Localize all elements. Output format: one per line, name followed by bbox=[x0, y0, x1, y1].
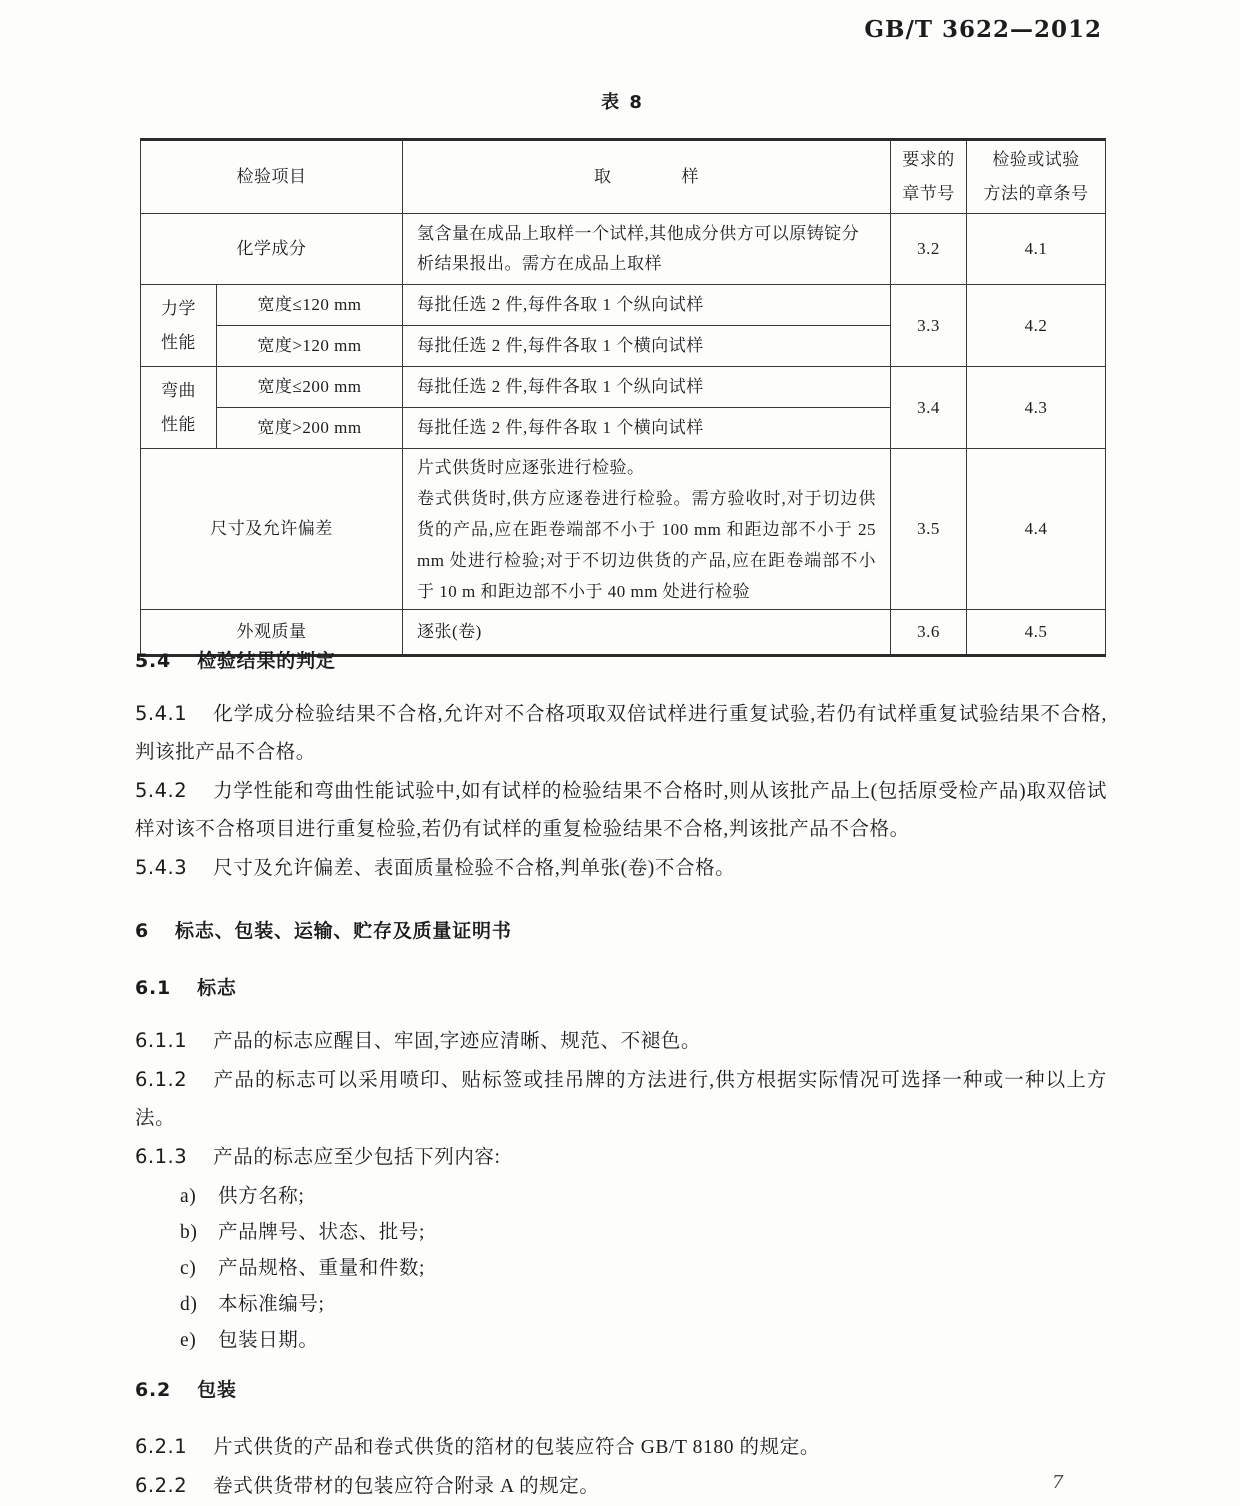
table-header-row bbox=[141, 140, 1106, 214]
cell-cond: 宽度>120 mm bbox=[217, 326, 403, 367]
document-body bbox=[135, 646, 1107, 1506]
list-item: a) 供方名称; bbox=[180, 1186, 305, 1207]
page-number: 7 bbox=[1052, 1472, 1064, 1493]
list-item: b) 产品牌号、状态、批号; bbox=[180, 1222, 426, 1243]
cell-item: 尺寸及允许偏差 bbox=[141, 449, 403, 610]
cell-req: 3.6 bbox=[891, 610, 967, 656]
cell-method: 4.1 bbox=[967, 214, 1106, 285]
cell-sampling: 逐张(卷) bbox=[403, 610, 891, 656]
cell-method: 4.4 bbox=[967, 449, 1106, 610]
list-item: e) 包装日期。 bbox=[180, 1330, 319, 1351]
clause-5-4-1: 5.4.1 化学成分检验结果不合格,允许对不合格项取双倍试样进行重复试验,若仍有试样重复试验结果不合格,判该批产品不合格。 bbox=[135, 702, 1107, 763]
cell-sampling: 片式供货时应逐张进行检验。 卷式供货时,供方应逐卷进行检验。需方验收时,对于切边供货的产品,应在距卷端部不小于 100 mm 和距边部不小于 25 mm 处进行检验;对于不切边供货的产品,应在距卷端部不小于 10 m 和距边部不小于 40 mm 处进行检验 bbox=[403, 449, 891, 610]
clause-6-1-3: 6.1.3 产品的标志应至少包括下列内容: bbox=[135, 1145, 501, 1168]
table-row bbox=[141, 214, 1106, 285]
marking-content-list bbox=[180, 1179, 1107, 1359]
cell-req: 3.5 bbox=[891, 449, 967, 610]
cell-sampling: 每批任选 2 件,每件各取 1 个横向试样 bbox=[403, 408, 891, 449]
clause-5-4-3: 5.4.3 尺寸及允许偏差、表面质量检验不合格,判单张(卷)不合格。 bbox=[135, 856, 736, 879]
cell-sampling: 氢含量在成品上取样一个试样,其他成分供方可以原铸锭分析结果报出。需方在成品上取样 bbox=[403, 214, 891, 285]
cell-method: 4.3 bbox=[967, 367, 1106, 449]
clause-6-1-2: 6.1.2 产品的标志可以采用喷印、贴标签或挂吊牌的方法进行,供方根据实际情况可选择一种或一种以上方法。 bbox=[135, 1068, 1107, 1129]
heading-6: 6 标志、包装、运输、贮存及质量证明书 bbox=[135, 920, 512, 942]
table-row bbox=[141, 449, 1106, 610]
cell-cond: 宽度>200 mm bbox=[217, 408, 403, 449]
header-req: 要求的 章节号 bbox=[891, 140, 967, 214]
cell-sampling: 每批任选 2 件,每件各取 1 个纵向试样 bbox=[403, 367, 891, 408]
inspection-table bbox=[140, 138, 1106, 657]
cell-item: 化学成分 bbox=[141, 214, 403, 285]
header-item: 检验项目 bbox=[141, 140, 403, 214]
cell-sampling: 每批任选 2 件,每件各取 1 个纵向试样 bbox=[403, 285, 891, 326]
standard-number-header: GB/T 3622—2012 bbox=[864, 16, 1102, 43]
cell-cond: 宽度≤200 mm bbox=[217, 367, 403, 408]
clause-6-2-1: 6.2.1 片式供货的产品和卷式供货的箔材的包装应符合 GB/T 8180 的规定。 bbox=[135, 1435, 820, 1458]
cell-group-bend: 弯曲 性能 bbox=[141, 367, 217, 449]
cell-cond: 宽度≤120 mm bbox=[217, 285, 403, 326]
list-item: c) 产品规格、重量和件数; bbox=[180, 1258, 426, 1279]
clause-6-1-1: 6.1.1 产品的标志应醒目、牢固,字迹应清晰、规范、不褪色。 bbox=[135, 1029, 702, 1052]
table-row bbox=[141, 367, 1106, 408]
cell-req: 3.4 bbox=[891, 367, 967, 449]
cell-req: 3.2 bbox=[891, 214, 967, 285]
clause-5-4-2: 5.4.2 力学性能和弯曲性能试验中,如有试样的检验结果不合格时,则从该批产品上(包括原受检产品)取双倍试样对该不合格项目进行重复检验,若仍有试样的重复检验结果不合格,判该批产品不合格。 bbox=[135, 779, 1107, 840]
cell-group-mech: 力学 性能 bbox=[141, 285, 217, 367]
table-caption: 表 8 bbox=[601, 92, 644, 113]
cell-method: 4.5 bbox=[967, 610, 1106, 656]
cell-sampling: 每批任选 2 件,每件各取 1 个横向试样 bbox=[403, 326, 891, 367]
list-item: d) 本标准编号; bbox=[180, 1294, 325, 1315]
header-method: 检验或试验 方法的章条号 bbox=[967, 140, 1106, 214]
table-row bbox=[141, 285, 1106, 326]
cell-req: 3.3 bbox=[891, 285, 967, 367]
heading-6-1: 6.1 标志 bbox=[135, 977, 237, 999]
header-sampling: 取 样 bbox=[403, 140, 891, 214]
clause-6-2-2: 6.2.2 卷式供货带材的包装应符合附录 A 的规定。 bbox=[135, 1474, 600, 1497]
heading-6-2: 6.2 包装 bbox=[135, 1379, 237, 1401]
cell-item: 外观质量 bbox=[141, 610, 403, 656]
table-8 bbox=[140, 138, 1105, 657]
heading-5-4: 5.4 检验结果的判定 bbox=[135, 650, 336, 672]
cell-method: 4.2 bbox=[967, 285, 1106, 367]
